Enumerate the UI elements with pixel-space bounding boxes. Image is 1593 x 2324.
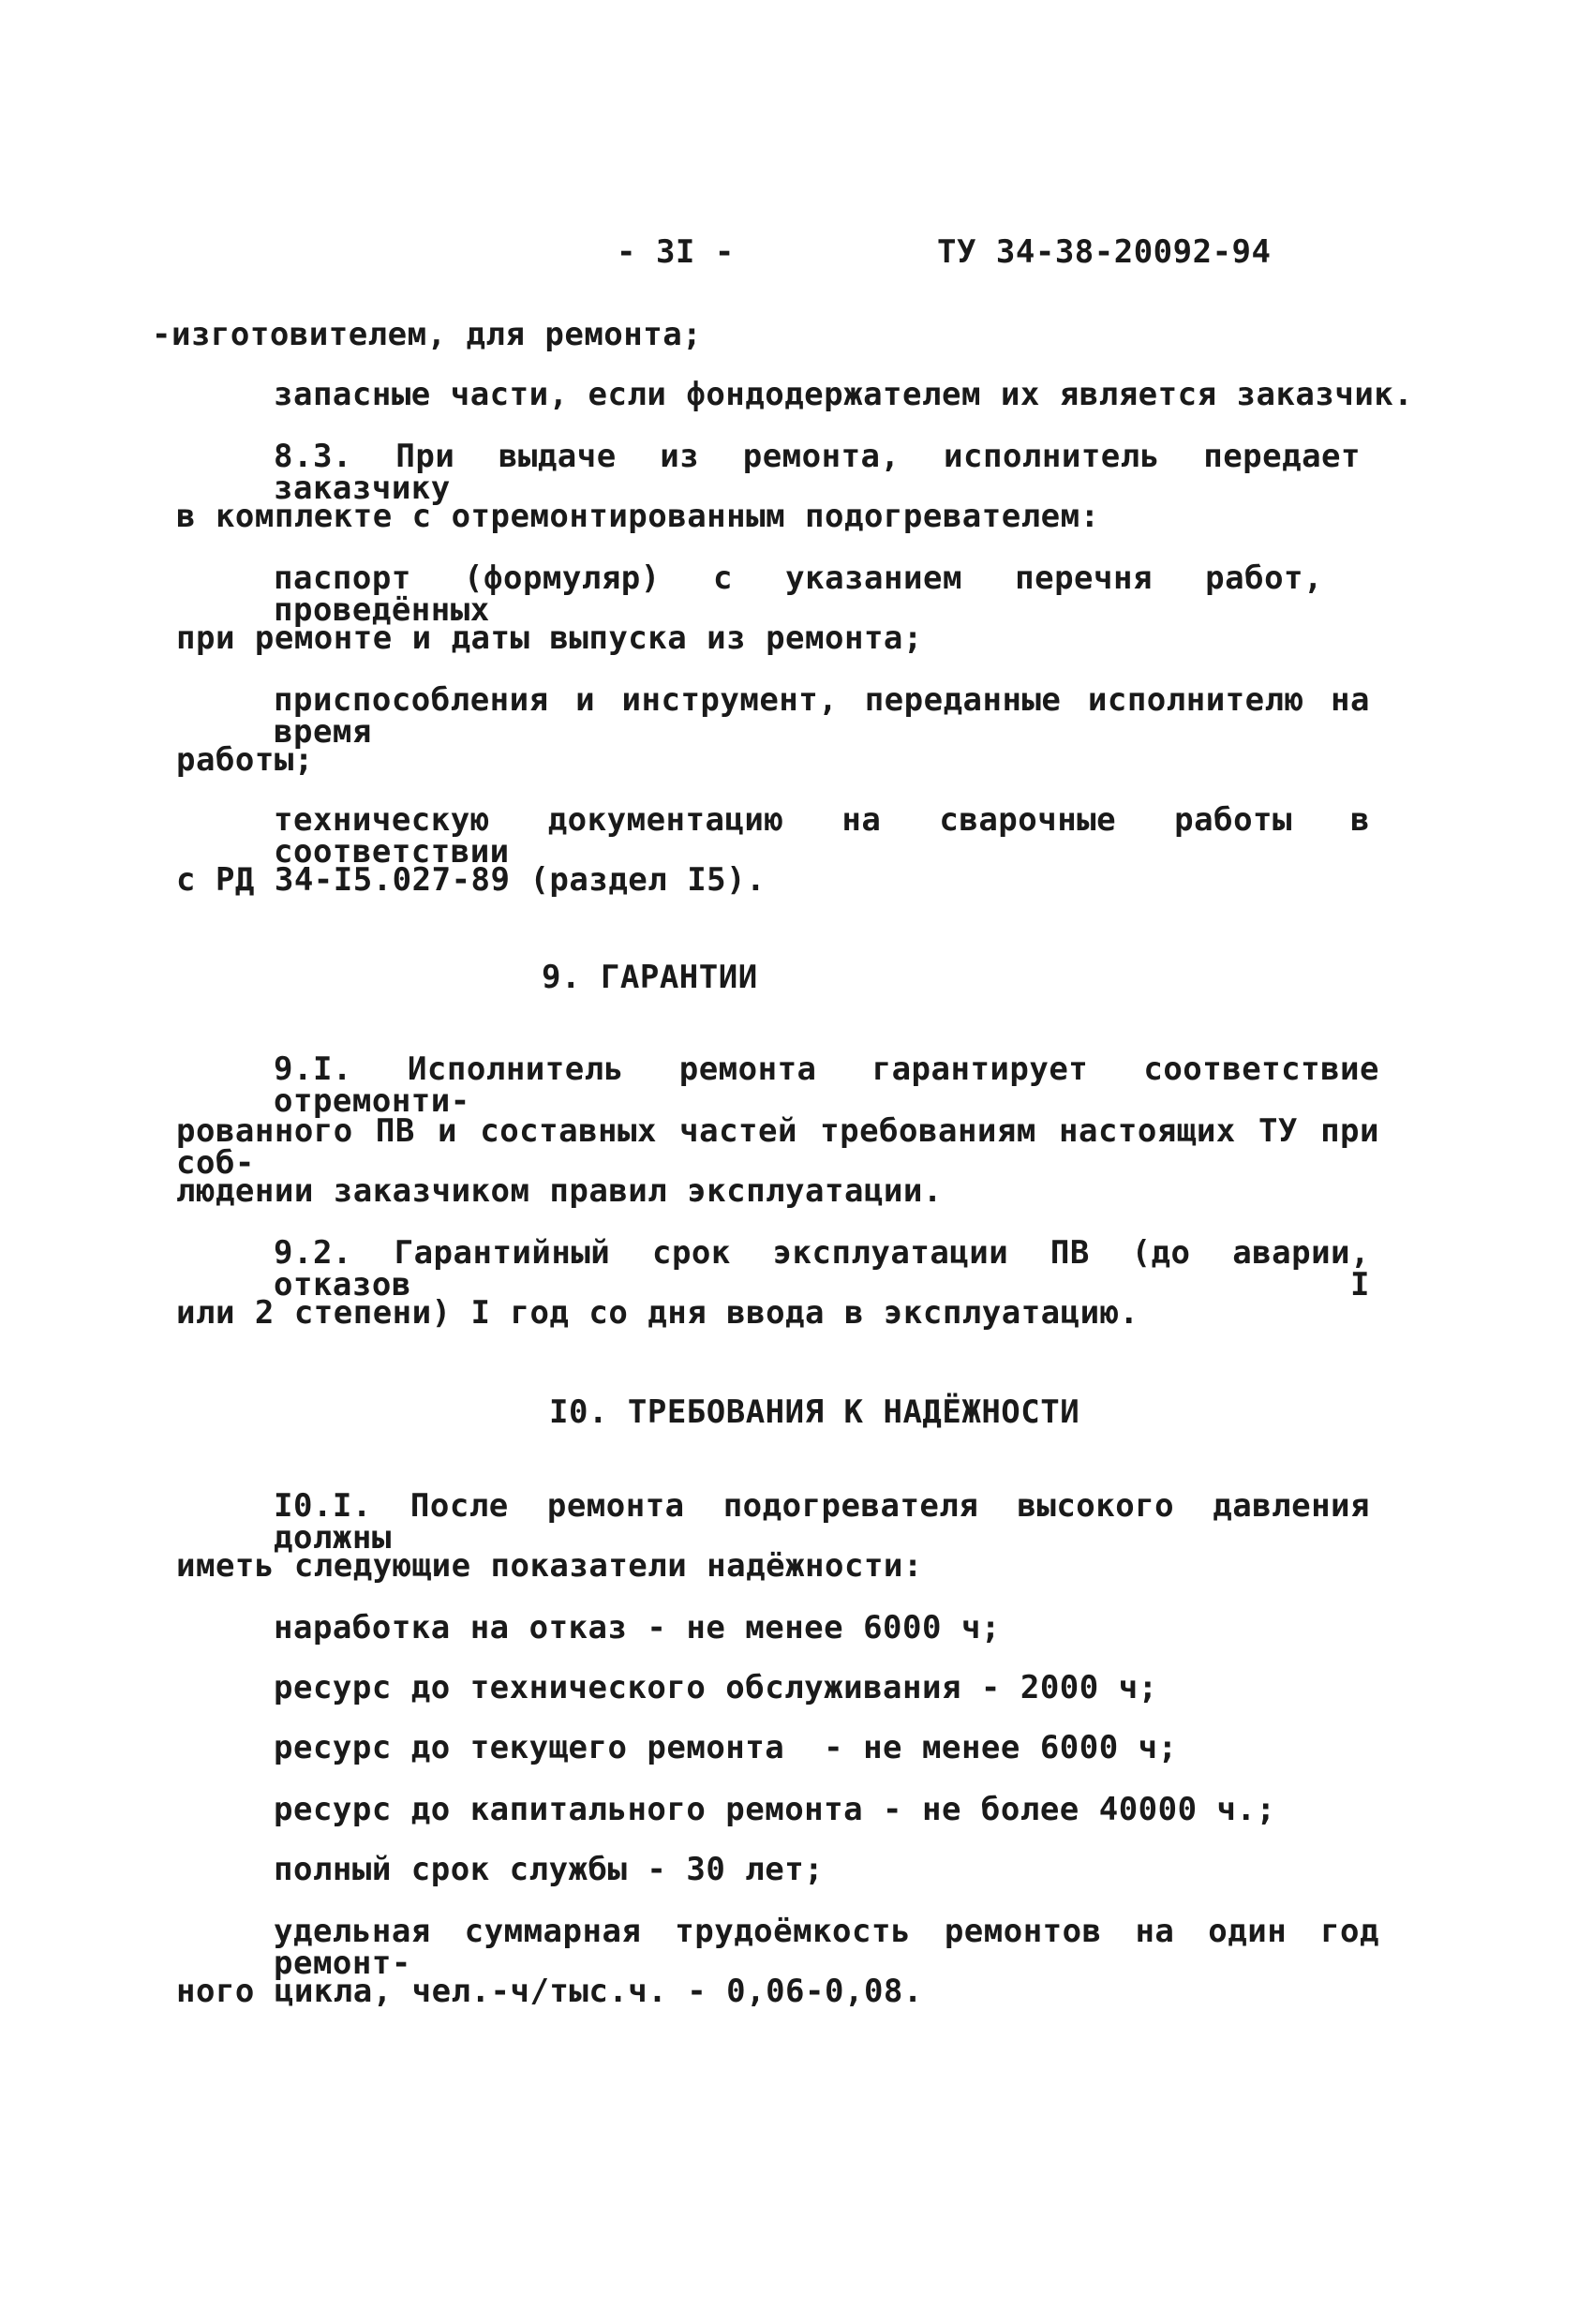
text-line: рованного ПВ и составных частей требованиям настоящих ТУ при соб- [176,1112,1379,1182]
section-heading: 9. ГАРАНТИИ [542,959,758,996]
text-line: ресурс до технического обслуживания - 2000 ч; [274,1669,1158,1706]
text-line: техническую документацию на сварочные работы в соответствии [274,801,1370,871]
text-line: ресурс до текущего ремонта - не менее 6000 ч; [274,1729,1178,1766]
section-heading: I0. ТРЕБОВАНИЯ К НАДЁЖНОСТИ [549,1393,1080,1431]
text-line: наработка на отказ - не менее 6000 ч; [274,1609,1001,1646]
text-line: иметь следующие показатели надёжности: [176,1547,923,1585]
text-line: или 2 степени) I год со дня ввода в эксплуатацию. [176,1294,1139,1332]
text-line: людении заказчиком правил эксплуатации. [176,1172,943,1210]
text-line: ного цикла, чел.-ч/тыс.ч. - 0,06-0,08. [176,1973,923,2010]
text-line: работы; [176,741,314,779]
text-line: 8.3. При выдаче из ремонта, исполнитель передает заказчику [274,438,1361,507]
text-line: паспорт (формуляр) с указанием перечня работ, проведённых [274,559,1323,629]
text-line: при ремонте и даты выпуска из ремонта; [176,619,923,657]
document-code: ТУ 34-38-20092-94 [937,233,1272,271]
text-line: 9.I. Исполнитель ремонта гарантирует соответствие отремонти- [274,1050,1379,1120]
text-line: в комплекте с отремонтированным подогревателем: [176,498,1100,535]
text-line: приспособления и инструмент, переданные исполнителю на время [274,681,1370,751]
text-line: -изготовителем, для ремонта; [152,316,703,353]
text-line: ресурс до капитального ремонта - не более 40000 ч.; [274,1791,1276,1828]
text-line: полный срок службы - 30 лет; [274,1851,825,1888]
text-line: удельная суммарная трудоёмкость ремонтов на один год ремонт- [274,1913,1379,1982]
text-line: 9.2. Гарантийный срок эксплуатации ПВ (до аварии, отказов I [274,1234,1370,1304]
text-line: запасные части, если фондодержателем их является заказчик. [274,376,1414,413]
text-line: I0.I. После ремонта подогревателя высокого давления должны [274,1487,1370,1557]
text-line: с РД 34-I5.027-89 (раздел I5). [176,861,767,899]
page-number: - 3I - [617,233,735,271]
